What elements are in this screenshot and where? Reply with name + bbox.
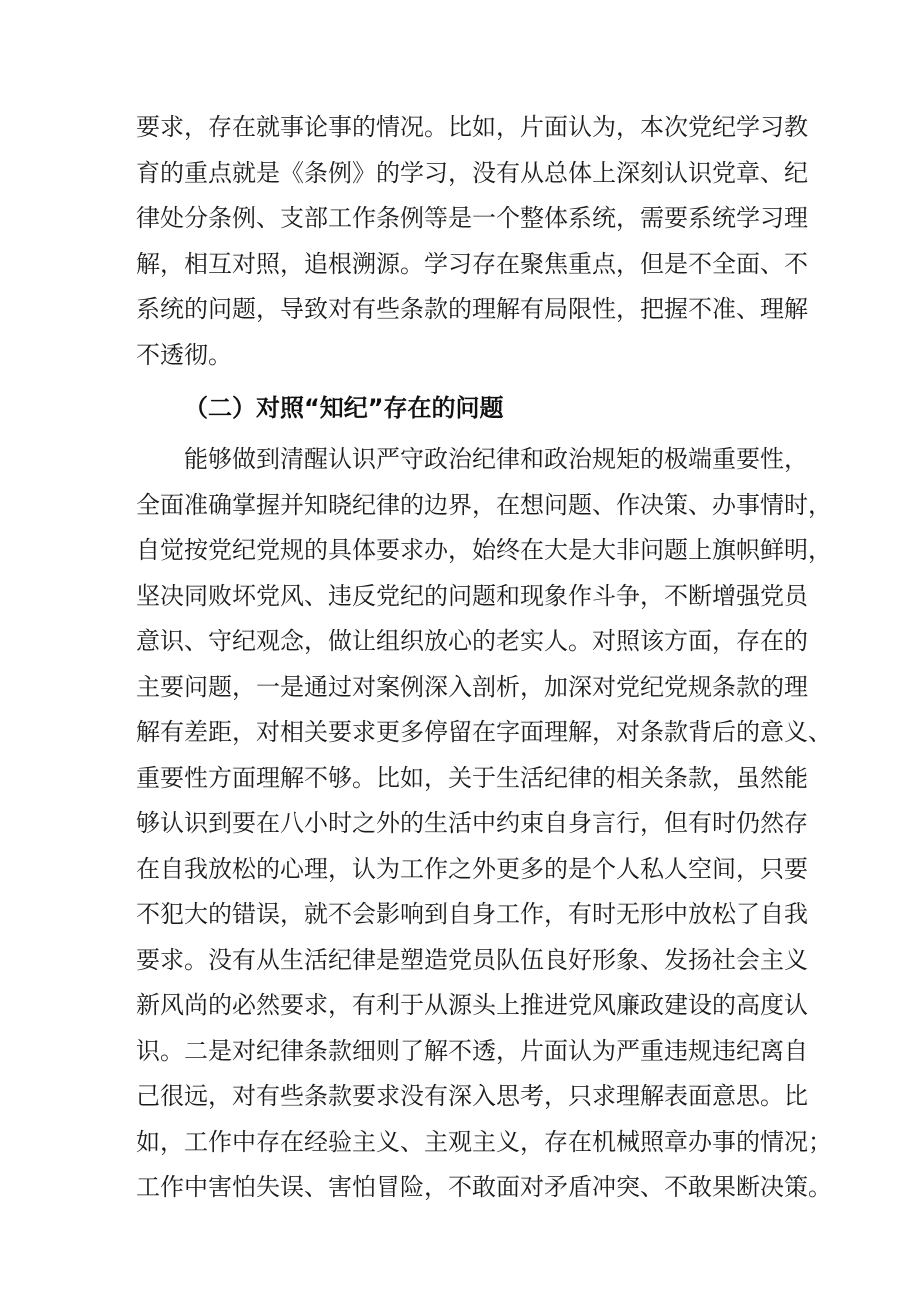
paragraph-line: 坚决同败坏党风、违反党纪的问题和现象作斗争，不断增强党员 bbox=[136, 581, 808, 610]
paragraph-line: 解，相互对照，追根溯源。学习存在聚焦重点，但是不全面、不 bbox=[136, 249, 808, 278]
paragraph-2 bbox=[136, 437, 832, 1211]
paragraph-line: 己很远，对有些条款要求没有深入思考，只求理解表面意思。比 bbox=[136, 1082, 808, 1110]
paragraph-line: 要求。没有从生活纪律是塑造党员队伍良好形象、发扬社会主义 bbox=[136, 945, 808, 974]
paragraph-line: 自觉按党纪党规的具体要求办，始终在大是大非问题上旗帜鲜明， bbox=[136, 536, 832, 564]
paragraph-1 bbox=[136, 105, 808, 378]
paragraph-line: 重要性方面理解不够。比如，关于生活纪律的相关条款，虽然能 bbox=[136, 763, 808, 792]
paragraph-line: 全面准确掌握并知晓纪律的边界，在想问题、作决策、办事情时， bbox=[136, 490, 832, 519]
paragraph-line: 在自我放松的心理，认为工作之外更多的是个人私人空间，只要 bbox=[136, 854, 808, 883]
paragraph-line: 不透彻。 bbox=[136, 340, 232, 369]
paragraph-line: 律处分条例、支部工作条例等是一个整体系统，需要系统学习理 bbox=[136, 204, 808, 232]
paragraph-line: 育的重点就是《条例》的学习，没有从总体上深刻认识党章、纪 bbox=[136, 158, 808, 187]
paragraph-line: 如，工作中存在经验主义、主观主义，存在机械照章办事的情况； bbox=[136, 1127, 832, 1156]
paragraph-line: 解有差距，对相关要求更多停留在字面理解，对条款背后的意义、 bbox=[136, 718, 832, 746]
paragraph-line: 能够做到清醒认识严守政治纪律和政治规矩的极端重要性， bbox=[184, 445, 808, 473]
paragraph-line: 系统的问题，导致对有些条款的理解有局限性，把握不准、理解 bbox=[136, 295, 808, 323]
paragraph-line: 主要问题，一是通过对案例深入剖析，加深对党纪党规条款的理 bbox=[136, 672, 808, 701]
paragraph-line: 要求，存在就事论事的情况。比如，片面认为，本次党纪学习教 bbox=[136, 113, 808, 141]
paragraph-line: 工作中害怕失误、害怕冒险，不敢面对矛盾冲突、不敢果断决策。 bbox=[136, 1173, 832, 1201]
section-heading: （二）对照“知纪”存在的问题 bbox=[184, 394, 504, 422]
paragraph-line: 够认识到要在八小时之外的生活中约束自身言行，但有时仍然存 bbox=[136, 809, 808, 837]
paragraph-line: 新风尚的必然要求，有利于从源头上推进党风廉政建设的高度认 bbox=[136, 991, 808, 1019]
paragraph-line: 识。二是对纪律条款细则了解不透，片面认为严重违规违纪离自 bbox=[136, 1036, 808, 1065]
paragraph-line: 不犯大的错误，就不会影响到自身工作，有时无形中放松了自我 bbox=[136, 900, 808, 928]
paragraph-line: 意识、守纪观念，做让组织放心的老实人。对照该方面，存在的 bbox=[136, 627, 808, 655]
